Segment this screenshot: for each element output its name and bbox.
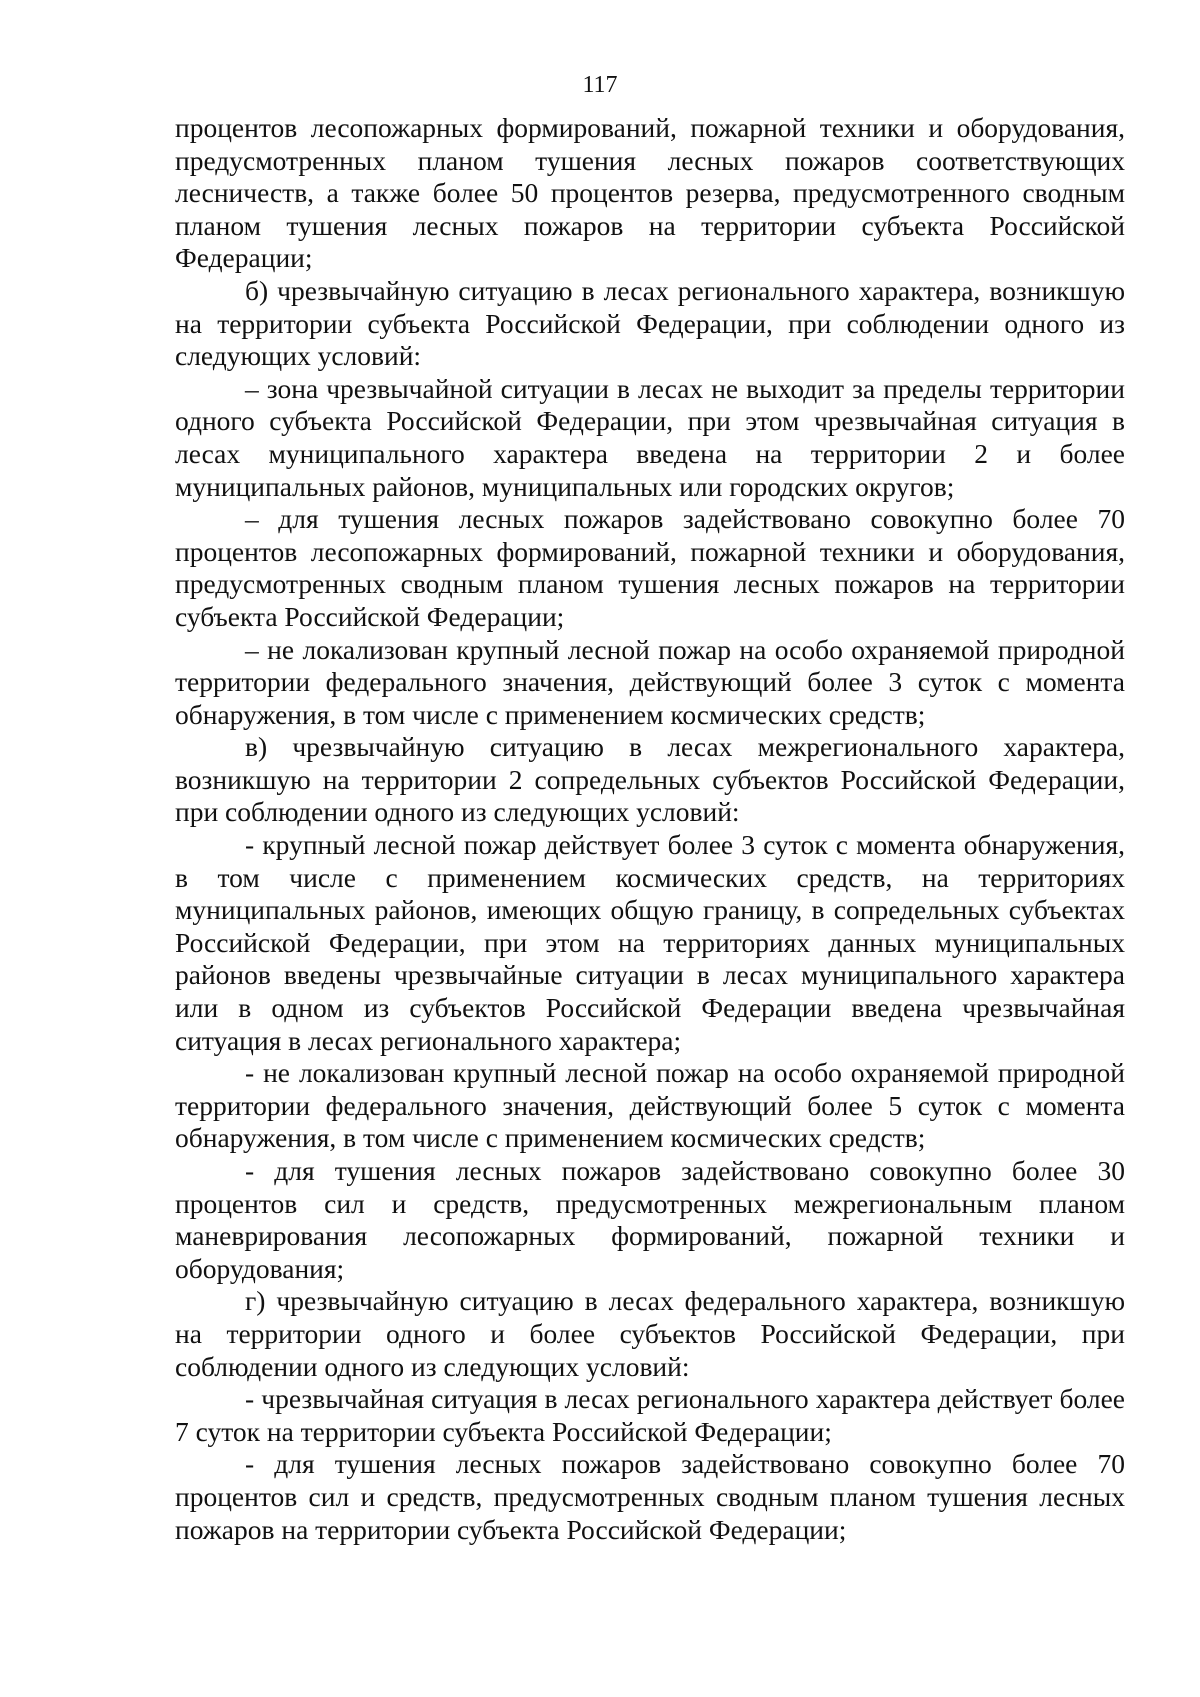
list-item: - чрезвычайная ситуация в лесах регионального характера действует более 7 суток на территории субъекта Российской Федерации; [175, 1383, 1125, 1447]
paragraph: б) чрезвычайную ситуацию в лесах регионального характера, возникшую на территории субъекта Российской Федерации, при соблюдении одного из следующих условий: [175, 274, 1125, 372]
paragraph: процентов лесопожарных формирований, пожарной техники и оборудования, предусмотренных планом тушения лесных пожаров соответствующих лесничеств, а также более 50 процентов резерва, предусмотренного сводным планом тушения лесных пожаров на территории субъекта Российской Федерации; [175, 112, 1125, 274]
page-number: 117 [582, 72, 618, 98]
list-item: – зона чрезвычайной ситуации в лесах не выходит за пределы территории одного субъекта Российской Федерации, при этом чрезвычайная ситуация в лесах муниципального характера введена на территории 2 и более муниципальных районов, муниципальных или городских округов; [175, 372, 1125, 502]
list-item: - крупный лесной пожар действует более 3 суток с момента обнаружения, в том числе с применением космических средств, на территориях муниципальных районов, имеющих общую границу, в сопредельных субъектах Российской Федерации, при этом на территориях данных муниципальных районов введены чрезвычайные ситуации в лесах муниципального характера или в одном из субъектов Российской Федерации введена чрезвычайная ситуация в лесах регионального характера; [175, 829, 1125, 1056]
document-body [175, 112, 1125, 1546]
list-item: – для тушения лесных пожаров задействовано совокупно более 70 процентов лесопожарных формирований, пожарной техники и оборудования, предусмотренных сводным планом тушения лесных пожаров на территории субъекта Российской Федерации; [175, 503, 1125, 632]
paragraph: г) чрезвычайную ситуацию в лесах федерального характера, возникшую на территории одного и более субъектов Российской Федерации, при соблюдении одного из следующих условий: [175, 1285, 1125, 1382]
paragraph: в) чрезвычайную ситуацию в лесах межрегионального характера, возникшую на территории 2 сопредельных субъектов Российской Федерации, при соблюдении одного из следующих условий: [175, 731, 1125, 828]
list-item: - не локализован крупный лесной пожар на особо охраняемой природной территории федерального значения, действующий более 5 суток с момента обнаружения, в том числе с применением космических средств; [175, 1057, 1125, 1154]
list-item: - для тушения лесных пожаров задействовано совокупно более 30 процентов сил и средств, предусмотренных межрегиональным планом маневрирования лесопожарных формирований, пожарной техники и оборудования; [175, 1155, 1125, 1284]
list-item: – не локализован крупный лесной пожар на особо охраняемой природной территории федерального значения, действующий более 3 суток с момента обнаружения, в том числе с применением космических средств; [175, 633, 1125, 730]
list-item: - для тушения лесных пожаров задействовано совокупно более 70 процентов сил и средств, предусмотренных сводным планом тушения лесных пожаров на территории субъекта Российской Федерации; [175, 1448, 1125, 1545]
